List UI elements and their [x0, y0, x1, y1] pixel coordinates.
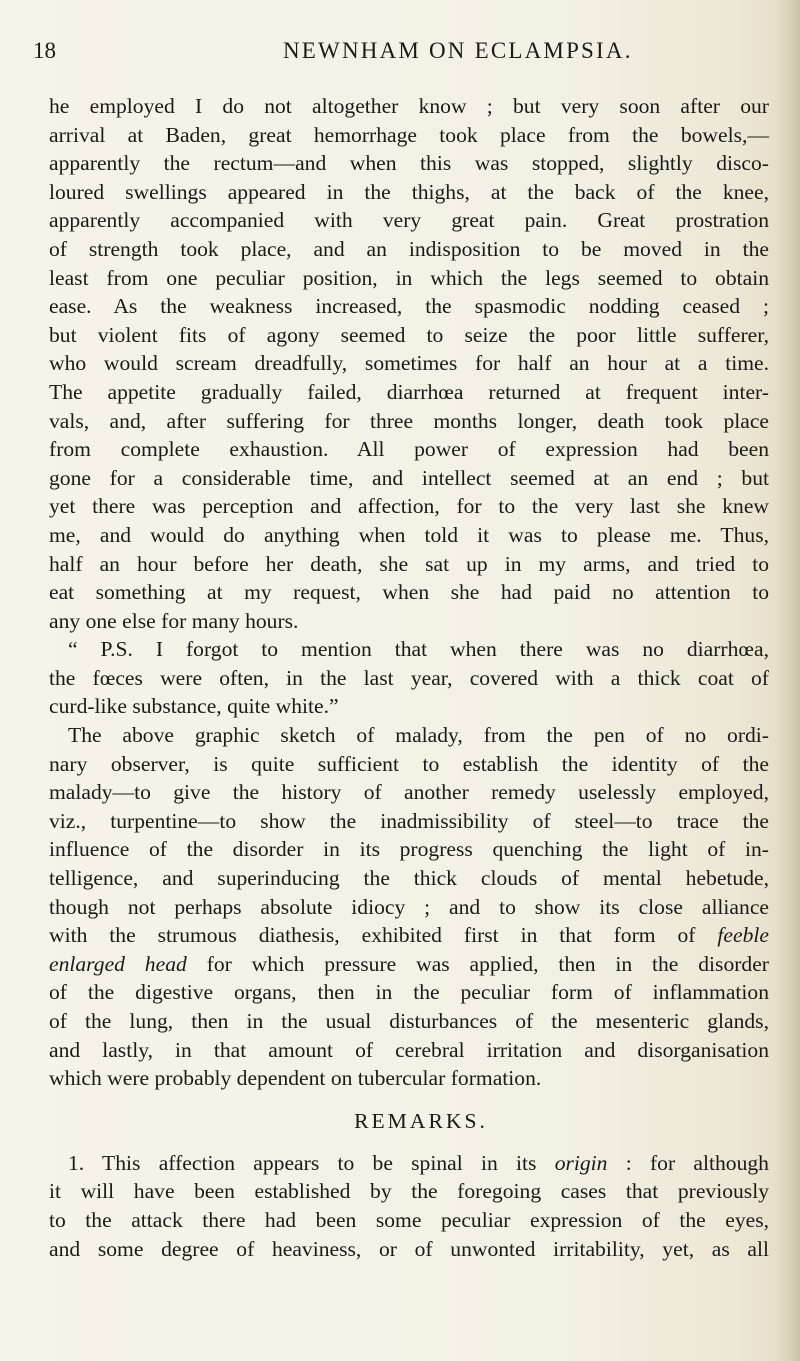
text-line: telligence, and superinducing the thick clouds of mental hebetude, [49, 866, 769, 891]
text-line [49, 950, 769, 979]
text-line: but violent fits of agony seemed to seize the poor little sufferer, [49, 322, 769, 347]
body-text [49, 92, 769, 1263]
text-line: he employed I do not altogether know ; but very soon after our [49, 94, 769, 118]
italic-text: feeble [717, 923, 769, 948]
text-line: from complete exhaustion. All power of expression had been [49, 437, 769, 462]
text-line: influence of the disorder in its progress quenching the light of in- [49, 837, 769, 862]
text-line: apparently the rectum—and when this was stopped, slightly disco- [49, 151, 769, 176]
text-line [49, 921, 769, 950]
text-line: yet there was perception and affection, for to the very last she knew [49, 494, 769, 519]
paragraph-commentary [49, 721, 769, 1093]
text-line: half an hour before her death, she sat up in my arms, and tried to [49, 551, 769, 576]
text-line: and lastly, in that amount of cerebral irritation and disorganisation [49, 1037, 769, 1062]
italic-text: origin [554, 1150, 608, 1175]
text-span: with the strumous diathesis, exhibited first in that form of [49, 923, 696, 948]
text-line: which were probably dependent on tubercular formation. [49, 1066, 542, 1091]
italic-text: enlarged head [49, 951, 187, 976]
remarks-heading: REMARKS. [354, 1108, 488, 1133]
running-title: NEWNHAM ON ECLAMPSIA. [283, 38, 633, 63]
text-line: malady—to give the history of another remedy uselessly employed, [49, 780, 769, 805]
text-line: curd-like substance, quite white.” [49, 694, 339, 719]
paragraph-letter-continuation [49, 92, 769, 635]
spacer [49, 1093, 769, 1107]
text-line: gone for a considerable time, and intellect seemed at an end ; but [49, 465, 769, 490]
text-line: of the digestive organs, then in the peculiar form of inflammation [49, 980, 769, 1005]
text-line: apparently accompanied with very great pain. Great prostration [49, 208, 769, 233]
text-line: The above graphic sketch of malady, from the pen of no ordi- [68, 723, 769, 748]
text-line: who would scream dreadfully, sometimes for half an hour at a time. [49, 351, 769, 376]
paragraph-postscript [49, 635, 769, 721]
text-line: least from one peculiar position, in which the legs seemed to obtain [49, 265, 769, 290]
text-line: nary observer, is quite sufficient to establish the identity of the [49, 751, 769, 776]
page-number: 18 [33, 38, 56, 63]
text-line: of the lung, then in the usual disturbances of the mesenteric glands, [49, 1009, 769, 1033]
text-span: 1. This affection appears to be spinal in its [68, 1150, 555, 1175]
paragraph-remarks [49, 1149, 769, 1263]
text-line: “ P.S. I forgot to mention that when there was no diarrhœa, [68, 637, 769, 662]
text-line: The appetite gradually failed, diarrhœa returned at frequent inter- [49, 379, 769, 404]
text-line: it will have been established by the foregoing cases that previously [49, 1179, 769, 1204]
text-line: to the attack there had been some peculiar expression of the eyes, [49, 1207, 769, 1232]
text-line: of strength took place, and an indisposition to be moved in the [49, 236, 769, 261]
text-line: viz., turpentine—to show the inadmissibility of steel—to trace the [49, 808, 769, 833]
text-line: and some degree of heaviness, or of unwonted irritability, yet, as all [49, 1236, 769, 1261]
text-line: ease. As the weakness increased, the spasmodic nodding ceased ; [49, 294, 769, 319]
text-line [49, 1149, 769, 1178]
text-line: any one else for many hours. [49, 608, 299, 633]
text-line: eat something at my request, when she had paid no attention to [49, 580, 769, 605]
text-line: loured swellings appeared in the thighs, at the back of the knee, [49, 179, 769, 204]
text-line: the fœces were often, in the last year, covered with a thick coat of [49, 665, 769, 690]
text-span: : for although [607, 1150, 769, 1175]
text-line: though not perhaps absolute idiocy ; and to show its close alliance [49, 894, 769, 919]
spacer [49, 1137, 769, 1149]
text-line: vals, and, after suffering for three months longer, death took place [49, 408, 769, 433]
text-span: for which pressure was applied, then in the disorder [186, 951, 770, 976]
page-edge-shadow [774, 0, 800, 1361]
text-line: arrival at Baden, great hemorrhage took place from the bowels,— [49, 122, 769, 147]
text-line: me, and would do anything when told it was to please me. Thus, [49, 522, 769, 547]
running-header [33, 38, 769, 68]
